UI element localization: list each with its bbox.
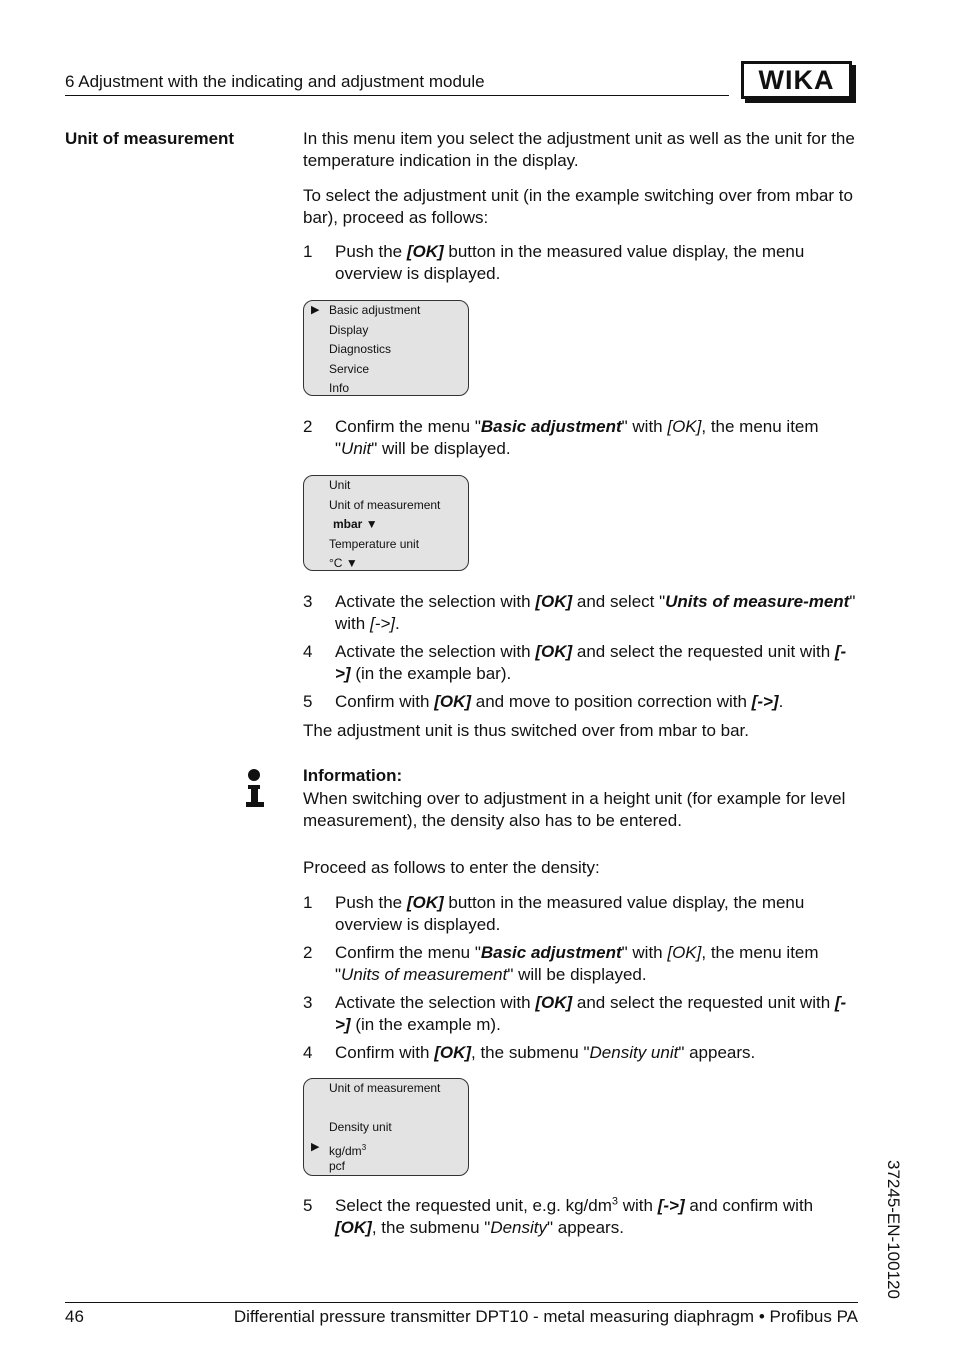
step-a4 [303,641,859,685]
logo-text: WIKA [758,65,835,95]
menu-name: Basic adjustment [480,943,622,962]
ok-key: [OK] [667,943,702,962]
step-text: Activate the selection with [335,642,536,661]
info-title: Information: [303,766,403,785]
submenu-name: Density unit [589,1043,679,1062]
step-text: Activate the selection with [335,993,536,1012]
step-a3 [303,591,859,635]
info-icon [244,768,266,810]
step-b5 [303,1195,859,1239]
step-text: Select the requested unit, e.g. kg/dm [335,1196,612,1215]
lcd-line: Temperature unit [329,536,420,551]
menu-name: Basic adjustment [480,417,622,436]
ok-key: [OK] [406,242,444,261]
intro-paragraph-2: To select the adjustment unit (in the example switching over from mbar to bar), proceed as follows: [303,186,853,227]
step-text: Confirm the menu " [335,943,481,962]
intro-paragraph-1: In this menu item you select the adjustment unit as well as the unit for the temperature indication in the display. [303,129,855,170]
step-number: 5 [303,692,313,711]
step-text: and move to position correction with [471,692,752,711]
lcd-display-menu [303,300,469,396]
doc-number: 37245-EN-100120 [884,1160,903,1299]
step-number: 4 [303,1043,313,1062]
step-text: , the menu item " [335,943,819,984]
step-number: 2 [303,417,313,436]
step-text: Confirm with [335,1043,435,1062]
ok-key: [OK] [667,417,702,436]
lcd-line: Diagnostics [329,342,392,356]
step-number: 5 [303,1196,313,1215]
lcd-line: Service [329,361,370,376]
step-text: , the submenu " [371,1218,491,1237]
temp-value: °C [329,556,343,570]
arrow-key: [->] [335,642,847,683]
ok-key: [OK] [535,993,573,1012]
footer-rule [65,1302,858,1303]
unit-value: mbar [333,517,363,531]
arrow-key: [->] [657,1196,685,1215]
lcd-line [329,554,358,574]
step-number: 4 [303,642,313,661]
step-b1 [303,892,859,936]
step-number: 1 [303,893,313,912]
step-text: " with [621,417,668,436]
ok-key: [OK] [434,692,472,711]
lcd-line: Unit of measurement [329,1081,441,1095]
dropdown-arrow-icon: ▼ [365,517,378,531]
step-text: and confirm with [684,1196,814,1215]
footer-title: Differential pressure transmitter DPT10 - metal measuring diaphragm • Profibus PA [233,1307,858,1326]
step-a1 [303,241,859,285]
header-rule [65,95,729,96]
unit-text: kg/dm [329,1143,362,1158]
step-text: Activate the selection with [335,592,536,611]
step-text: , the submenu " [471,1043,590,1062]
step-text: button in the measured value display, the menu overview is displayed. [335,242,805,283]
selection-arrow-icon: ▶ [311,1140,320,1153]
ok-key: [OK] [406,893,444,912]
step-number: 2 [303,943,313,962]
step-text: with [618,1196,658,1215]
ok-key: [OK] [535,592,573,611]
side-title: Unit of measurement [65,129,235,148]
section-header: 6 Adjustment with the indicating and adjustment module [65,72,485,91]
dropdown-arrow-icon: ▼ [345,556,358,570]
step-text: " appears. [547,1218,624,1237]
step-text: " appears. [678,1043,756,1062]
lcd-line: Info [329,381,350,395]
step-b4 [303,1042,859,1064]
step-number: 3 [303,993,313,1012]
step-text: " with [335,592,856,633]
menu-item: Units of measure-ment [665,592,850,611]
step-number: 3 [303,592,313,611]
step-text: and select the requested unit with [572,993,835,1012]
menu-item: Units of measurement [341,965,508,984]
step-text: and select " [572,592,666,611]
step-a2 [303,416,859,460]
selection-arrow-icon: ▶ [311,304,320,316]
step-text: " with [621,943,668,962]
step-text: Push the [335,242,407,261]
proceed-text: Proceed as follows to enter the density: [303,858,600,877]
doc-number-vertical [866,1160,916,1310]
step-text: button in the measured value display, the menu overview is displayed. [335,893,805,934]
step-text: (in the example m). [350,1015,501,1034]
ok-key: [OK] [335,1218,372,1237]
step-number: 1 [303,242,313,261]
step-b2 [303,942,859,986]
step-text: Confirm the menu " [335,417,481,436]
lcd-display-density [303,1078,469,1176]
ok-key: [OK] [535,642,573,661]
lcd-display-unit [303,475,469,571]
submenu-name: Density [490,1218,548,1237]
lcd-line: Basic adjustment [329,303,421,317]
lcd-line: Density unit [329,1120,392,1134]
step-text: (in the example bar). [350,664,512,683]
page-number: 46 [65,1307,84,1326]
ok-key: [OK] [434,1043,472,1062]
wika-logo [741,61,852,99]
lcd-line [333,515,378,535]
step-text: . [395,614,400,633]
lcd-line: pcf [329,1159,346,1173]
step-a5 [303,691,859,713]
step-text: Push the [335,893,407,912]
step-text: and select the requested unit with [572,642,835,661]
arrow-key: [->] [751,692,779,711]
superscript: 3 [611,1195,619,1208]
step-text: Confirm with [335,692,435,711]
result-paragraph: The adjustment unit is thus switched over from mbar to bar. [303,721,749,740]
lcd-line: Unit [329,478,351,492]
step-text: " will be displayed. [507,965,647,984]
step-b3 [303,992,859,1036]
arrow-key: [->] [335,993,847,1034]
step-text: " will be displayed. [371,439,511,458]
step-text: . [778,692,784,711]
lcd-line: Display [329,322,369,337]
arrow-key: [->] [369,614,396,633]
superscript: 3 [361,1142,367,1152]
menu-item: Unit [341,439,372,458]
step-text: , the menu item " [335,417,819,458]
lcd-line: Unit of measurement [329,497,441,512]
info-text: When switching over to adjustment in a height unit (for example for level measurement), the density also has to be entered. [303,789,846,830]
